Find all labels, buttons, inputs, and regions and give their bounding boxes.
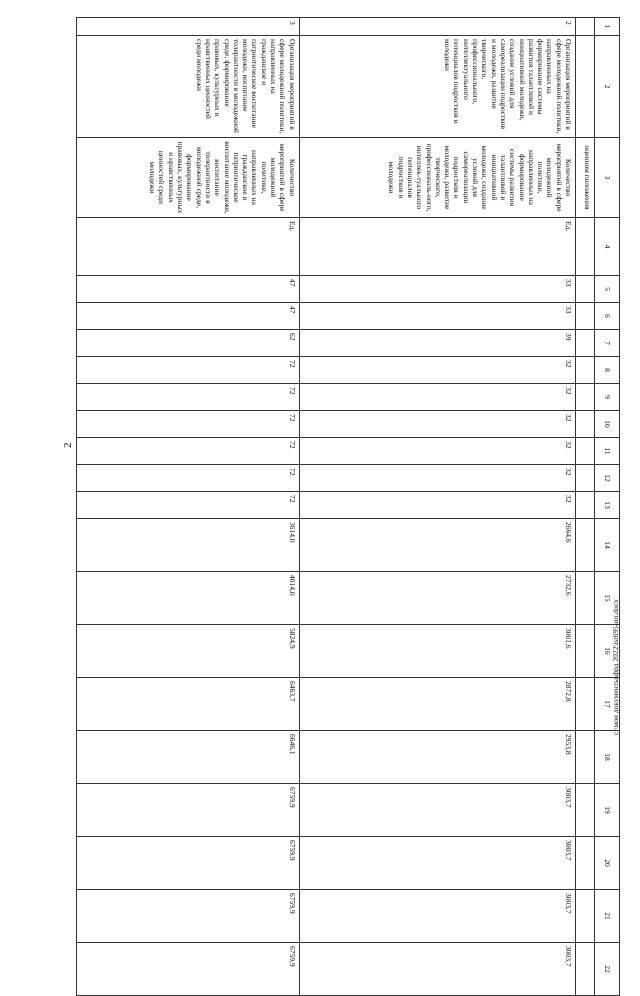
column-header: 14 xyxy=(595,519,620,572)
value-cell: 2732,6 xyxy=(299,572,575,625)
table-cell xyxy=(576,384,595,411)
column-header: 2 xyxy=(595,36,620,138)
value-cell: 2872,8 xyxy=(299,678,575,731)
value-cell: 47 xyxy=(77,303,300,330)
value-cell: 72 xyxy=(77,384,300,411)
document-footer-path: c:\мои документы\фрд 2022\ist695-ип.docx xyxy=(611,599,620,735)
value-cell: 72 xyxy=(77,465,300,492)
value-cell: 6463,7 xyxy=(77,678,300,731)
column-header: 12 xyxy=(595,465,620,492)
value-cell: 72 xyxy=(77,492,300,519)
column-header: 1 xyxy=(595,18,620,36)
value-cell: 62 xyxy=(77,330,300,357)
table-cell xyxy=(576,411,595,438)
value-cell: 32 xyxy=(299,384,575,411)
value-cell: 72 xyxy=(77,411,300,438)
value-cell: 6759,9 xyxy=(77,784,300,837)
column-header: 17 xyxy=(595,678,620,731)
column-header: 15 xyxy=(595,572,620,625)
table-cell xyxy=(576,572,595,625)
value-cell: 6646,1 xyxy=(77,731,300,784)
table-cell xyxy=(576,276,595,303)
landscape-table-sheet xyxy=(76,17,620,973)
table-cell xyxy=(576,492,595,519)
column-header: 10 xyxy=(595,411,620,438)
column-header: 16 xyxy=(595,625,620,678)
table-cell xyxy=(576,890,595,943)
value-cell: 32 xyxy=(299,438,575,465)
column-header: 6 xyxy=(595,303,620,330)
value-cell: 47 xyxy=(77,276,300,303)
table-row xyxy=(299,18,575,996)
table-cell xyxy=(576,625,595,678)
value-cell: 32 xyxy=(299,411,575,438)
row-number: 2 xyxy=(299,18,575,36)
value-cell: 72 xyxy=(77,357,300,384)
page-number: 2 xyxy=(62,442,74,448)
header-row xyxy=(595,18,620,996)
value-cell: 3003,7 xyxy=(299,784,575,837)
column-header: 8 xyxy=(595,357,620,384)
column-header: 11 xyxy=(595,438,620,465)
value-cell: 33 xyxy=(299,276,575,303)
value-cell: 32 xyxy=(299,465,575,492)
table-cell xyxy=(576,218,595,276)
value-cell: 2953,8 xyxy=(299,731,575,784)
unit: Ед. xyxy=(77,218,300,276)
unit: Ед. xyxy=(299,218,575,276)
column-header: 19 xyxy=(595,784,620,837)
value-cell: 39 xyxy=(299,330,575,357)
table-cell xyxy=(576,943,595,996)
column-header: 22 xyxy=(595,943,620,996)
column-header: 9 xyxy=(595,384,620,411)
value-cell: 6759,9 xyxy=(77,943,300,996)
column-header: 21 xyxy=(595,890,620,943)
table-cell xyxy=(576,330,595,357)
table-cell xyxy=(576,18,595,36)
table-cell xyxy=(576,784,595,837)
value-cell: 33 xyxy=(299,303,575,330)
table-cell xyxy=(576,837,595,890)
table-cell xyxy=(576,303,595,330)
value-cell: 32 xyxy=(299,357,575,384)
column-header: 13 xyxy=(595,492,620,519)
activity-name: Организация мероприятий в сфере молодежной политики, направленных на гражданское и патриотическое воспитание молодежи, воспитание толерантности в молодежной среде, формирование правовых, культурных и нравственных ценностей среди молодежи xyxy=(77,36,300,138)
table-cell xyxy=(576,731,595,784)
value-cell: 3614,0 xyxy=(77,519,300,572)
value-cell: 3001,6 xyxy=(299,625,575,678)
value-cell: 6759,9 xyxy=(77,890,300,943)
value-cell: 72 xyxy=(77,438,300,465)
value-cell: 4014,0 xyxy=(77,572,300,625)
column-header: 5 xyxy=(595,276,620,303)
continuation-row xyxy=(576,18,595,996)
value-cell: 5824,9 xyxy=(77,625,300,678)
table-row xyxy=(77,18,300,996)
value-cell: 2664,6 xyxy=(299,519,575,572)
value-cell: 3003,7 xyxy=(299,943,575,996)
column-header: 20 xyxy=(595,837,620,890)
value-cell: 3003,7 xyxy=(299,837,575,890)
table-cell xyxy=(576,519,595,572)
table-cell: оценном положения xyxy=(576,138,595,218)
column-header: 4 xyxy=(595,218,620,276)
column-header: 3 xyxy=(595,138,620,218)
indicator-name: Количество мероприятий в сфере молодежной политики, направленных на гражданское и патриотическое воспитание молодежи, воспитание толерантности в молодежной среде, формирование правовых, культурных и нравственных ценностей среди молодежи xyxy=(77,138,300,218)
activity-name: Организация мероприятий в сфере молодежной политики, направленных на формирование системы развития талантливой и инициативной молодежи, создание условий для самореализации подростков и молодежи, развитие творческого, профессионального, интеллектуального потенциалов подростков и молодежи xyxy=(299,36,575,138)
row-number: 3 xyxy=(77,18,300,36)
indicator-name: Количество мероприятий в сфере молодежной политики, направленных на формирование системы развития талантливой и инициативной молодежи, создание условий для самореализации подростков и молодежи, развитие творческого, профессиональ-ного, интеллек-туального потенциалов подростков и молодежи xyxy=(299,138,575,218)
table-cell xyxy=(576,678,595,731)
table-cell xyxy=(576,438,595,465)
column-header: 7 xyxy=(595,330,620,357)
table-cell xyxy=(576,357,595,384)
value-cell: 32 xyxy=(299,492,575,519)
table-cell xyxy=(576,465,595,492)
value-cell: 6759,9 xyxy=(77,837,300,890)
value-cell: 3003,7 xyxy=(299,890,575,943)
table-cell xyxy=(576,36,595,138)
column-header: 18 xyxy=(595,731,620,784)
indicator-table xyxy=(76,17,620,996)
